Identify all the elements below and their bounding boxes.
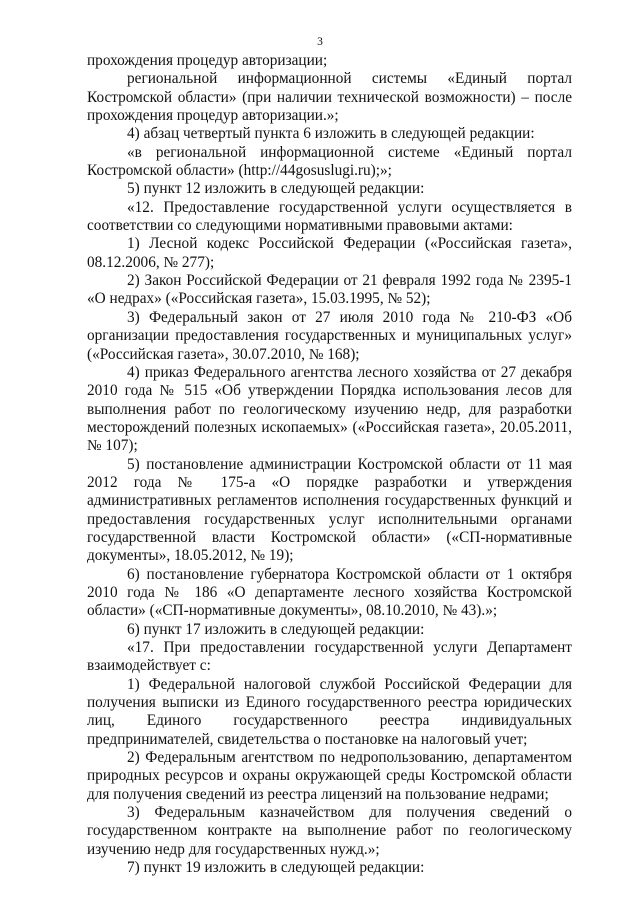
- paragraph: 3) Федеральным казначейством для получения сведений о государственном контракте на выполнение работ по геологическому изучению недр для государственных нужд.»;: [87, 804, 572, 858]
- document-body: [87, 52, 572, 877]
- paragraph: 4) абзац четвертый пункта 6 изложить в следующей редакции:: [127, 125, 535, 143]
- paragraph: 2) Закон Российской Федерации от 21 февраля 1992 года № 2395-1 «О недрах» («Российская газета», 15.03.1995, № 52);: [87, 272, 572, 308]
- paragraph: «12. Предоставление государственной услуги осуществляется в соответствии со следующими нормативными правовыми актами:: [87, 198, 572, 235]
- paragraph: «в региональной информационной системе «Единый портал Костромской области» (http://44gosuslugi.ru);»;: [87, 143, 572, 180]
- paragraph: 6) пункт 17 изложить в следующей редакции:: [127, 620, 425, 638]
- paragraph: прохождения процедур авторизации;: [87, 52, 328, 69]
- paragraph: 5) пункт 12 изложить в следующей редакции:: [127, 180, 425, 198]
- paragraph: 3) Федеральный закон от 27 июля 2010 года № 210-ФЗ «Об организации предоставления государственных и муниципальных услуг» («Российская газета», 30.07.2010, № 168);: [87, 308, 572, 363]
- paragraph: «17. При предоставлении государственной услуги Департамент взаимодействует с:: [87, 639, 572, 675]
- paragraph: 6) постановление губернатора Костромской области от 1 октября 2010 года № 186 «О департаменте лесного хозяйства Костромской области» («СП-нормативные документы», 08.10.2010, № 43).»;: [87, 565, 572, 620]
- paragraph: 4) приказ Федерального агентства лесного хозяйства от 27 декабря 2010 года № 515 «Об утверждении Порядка использования лесов для выполнения работ по геологическому изучению недр, для разработки месторождений полезных ископаемых» («Российская газета», 20.05.2011, № 107);: [87, 363, 572, 455]
- paragraph: 7) пункт 19 изложить в следующей редакции:: [127, 859, 425, 877]
- paragraph: 2) Федеральным агентством по недропользованию, департаментом природных ресурсов и охраны окружающей среды Костромской области для получения сведений из реестра лицензий на пользование недрами;: [87, 749, 572, 803]
- paragraph: 1) Лесной кодекс Российской Федерации («Российская газета», 08.12.2006, № 277);: [87, 235, 572, 271]
- page-number: 3: [317, 36, 323, 48]
- paragraph: региональной информационной системы «Единый портал Костромской области» (при наличии технической возможности) – после прохождения процедур авторизации.»;: [87, 70, 572, 125]
- paragraph: 1) Федеральной налоговой службой Российской Федерации для получения выписки из Единого государственного реестра юридических лиц, Единого государственного реестра индивидуальных предпринимателей, свидетельства о постановке на налоговый учет;: [87, 675, 572, 748]
- paragraph: 5) постановление администрации Костромской области от 11 мая 2012 года № 175-а «О порядке разработки и утверждения административных регламентов исполнения государственных функций и предоставления государственных услуг исполнительными органами государственной власти Костромской области» («СП-нормативные документы», 18.05.2012, № 19);: [87, 455, 572, 565]
